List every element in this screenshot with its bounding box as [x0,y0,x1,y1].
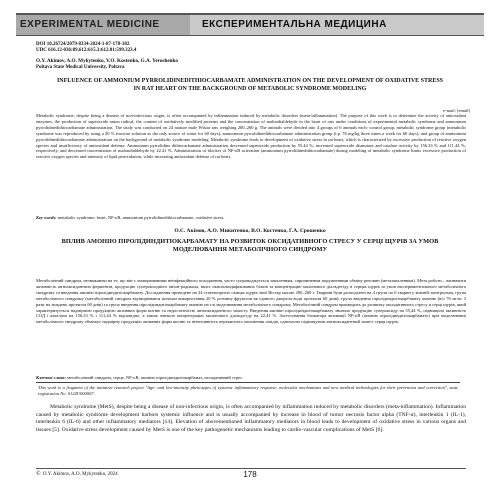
funding-note: This work is a fragment of the initiative research project "Age- and low-intensity phenotypes of systemic inflammatory response: molecular mechanisms and new medical technologies for their prevention and correction", state registration No. 0124U000007. [38,385,458,396]
keywords-label-ua: Ключові слова: [36,375,66,380]
udc-code: UDC 616.12-036:89.612:615.3:612.01:599.323.4 [36,48,137,53]
keywords-list-ua: метаболічний синдром, серце, NF-κB, амонію піролідиндитіокарбамат, оксидативний стрес. [67,375,244,380]
body-paragraph: Metabolic syndrome (MetS), despite being a disease of non-infectious origin, is often accompanied by inflammation induced by metabolic disorders (meta-inflammation). Inflammation caused by metabolic syndrome development harbors systemic influence and is usually accompanied by increase in blood of tumor necrosis factor alpha (TNF-α), interleukin 1 (IL-1), interleukin 6 (IL-6) and other inflammatory mediators [14]. Elevation of abovementioned inflammatory mediators in blood leads to development of oxidative stress in various organs and tissues [5]. Oxidative stress development caused by MetS is one of the key pathogenetic mechanisms leading to cardio-vascular complications of MetS [6]. [36,404,466,433]
copyright-text: O.Y. Akimov, A.O. Mykytenko, 2024 [42,472,118,477]
article-title-ua: ВПЛИВ АМОНІЮ ПІРОЛІДИНДИТІОКАРБАМАТУ НА РОЗВИТОК ОКСИДАТИВНОГО СТРЕСУ У СЕРЦІ ЩУРІВ ЗА УМОВ МОДЕЛЮВАННЯ МЕТАБОЛІЧНОГО СИНДРОМУ [61,238,439,254]
contact-email[interactable]: e-mail: [email] [443,108,470,113]
abstract-en: Metabolic syndrome, despite being a disease of non-infectious origin, is often accompanied by inflammation induced by metabolic disorders (meta-inflammation). The purpose of this work is to determine the activity of antioxidant enzymes, the production of superoxide anion radical, the content of oxidatively modified proteins and the concentration of malondialdehyde in the heart of rats under conditions of experimental metabolic syndrome and ammonium pyrrolidinedithiocarbamate administration. The study was conducted on 24 mature male Wistar rats weighing 200–260 g. The animals were divided into 4 groups of 6 animals each: control group; metabolic syndrome group (metabolic syndrome was reproduced by using a 20 % fructose solution as the only source of water for 60 days); ammonium pyrrolidinedithiocarbamate administration group (i.p. 76 mg/kg three times a week for 60 days); and group of ammonium pyrrolidinedithiocarbamate administration on the background of metabolic syndrome modeling. Metabolic syndrome leads to development of oxidative stress in rat heart, which is characterized by excessive production of reactive oxygen species and insufficiency of antioxidant defense. Ammonium pyrrolidine dithiocarbamate administration decreased superoxide production by 55.44 %, increased superoxide dismutase and catalase activity by 156.33 % and 111.44 %, respectively, and decreased concentration of malondialdehyde by 22.41 %. Administration of blocker of NF-κB activation (ammonium pyrrolidinedithiocarbamate) during modeling of metabolic syndrome limits excessive production of reactive oxygen species and intensity of lipid peroxidation, while increasing antioxidant defense of rat heart. [36,113,466,160]
page-number: 178 [243,470,257,479]
authors-en: O.Y. Akimov, A.O. Mykytenko, V.O. Kostenko, G.A. Yeroshenko [36,58,179,64]
keywords-ua [36,375,466,381]
abstract-ua: Метаболічний синдром, незважаючи на те, що він є захворюванням неінфекційного походження, часто супроводжується запаленням, спричиненим порушеннями обміну речовин (метазапаленням). Мета роботи – визначити активність антиоксидантних ферментів, продукцію супероксидного аніон-радикала, вміст окисномодифікованих білків та концентрацію малонового діальдегіду в серцях щурів за умов експериментального метаболічного синдрому та введення амонію піролідиндитіокарбамату. Дослідження проведене на 24 статевозрілих самцях щурів лінії Вістар масою 200–260 г. Тварини були розподілені на 4 групи по 6 тварин у кожній: контрольна, група метаболічного синдрому (метаболічний синдром відтворювався шляхом використання 20 % розчину фруктози як єдиного джерела води протягом 60 днів); група введення піролідиндитіокарбамату амонію (в/о 76 мг/кг 3 рази на тиждень протягом 60 днів) та група введення піролідиндитіокарбамату амонію на тлі моделювання метаболічного синдрому. Метаболічний синдром призводить до розвитку оксидативного стресу в серці щурів, який характеризується надмірною продукцією активних форм кисню та недостатністю антиоксидантного захисту. Введення амонію піролідиндитіокарбамату знизило продукцію супероксиду на 55,44 %, підвищило активність СОД і каталази на 156,33 % і 111,44 % відповідно, а також знизило концентрацію малонового діальдегіду на 22,41 %. Застосування блокатора активації NF-κB (амонію піролідиндитіокарбамату) при моделюванні метаболічного синдрому обмежує надмірну продукцію активних форм кисню та інтенсивність перекисного окиснення ліпідів, одночасно підвищуючи антиоксидантний захист серця щурів. [36,278,466,325]
journal-section-ua: ЕКСПЕРИМЕНТАЛЬНА МЕДИЦИНА [190,15,484,35]
doi[interactable]: DOI 10.26724/2079-8334-2024-1-87-178-182 [36,42,130,47]
authors-ua: О.Є. Акімов, А.О. Микитенко, В.О. Костенко, Г.А. Єрошенко [174,228,326,234]
affiliation: Poltava State Medical University, Poltava [36,65,125,70]
journal-header [16,13,484,36]
keywords-en [36,215,466,221]
article-title-en: INFLUENCE OF AMMONIUM PYRROLIDINEDITHIOCARBAMATE ADMINISTRATION ON THE DEVELOPMENT OF OXIDATIVE STRESS IN RAT HEART ON THE BACKGROUND OF METABOLIC SYNDROME MODELING [56,78,444,92]
footer-divider [36,468,466,469]
keywords-label-en: Key words: [36,215,57,220]
keywords-list-en: metabolic syndrome, heart, NF-κB, ammonium pyrrolidinedithiocarbamate, oxidative stress. [57,215,225,220]
journal-section-en: EXPERIMENTAL MEDICINE [16,15,190,35]
copyright-symbol: © [36,471,41,477]
